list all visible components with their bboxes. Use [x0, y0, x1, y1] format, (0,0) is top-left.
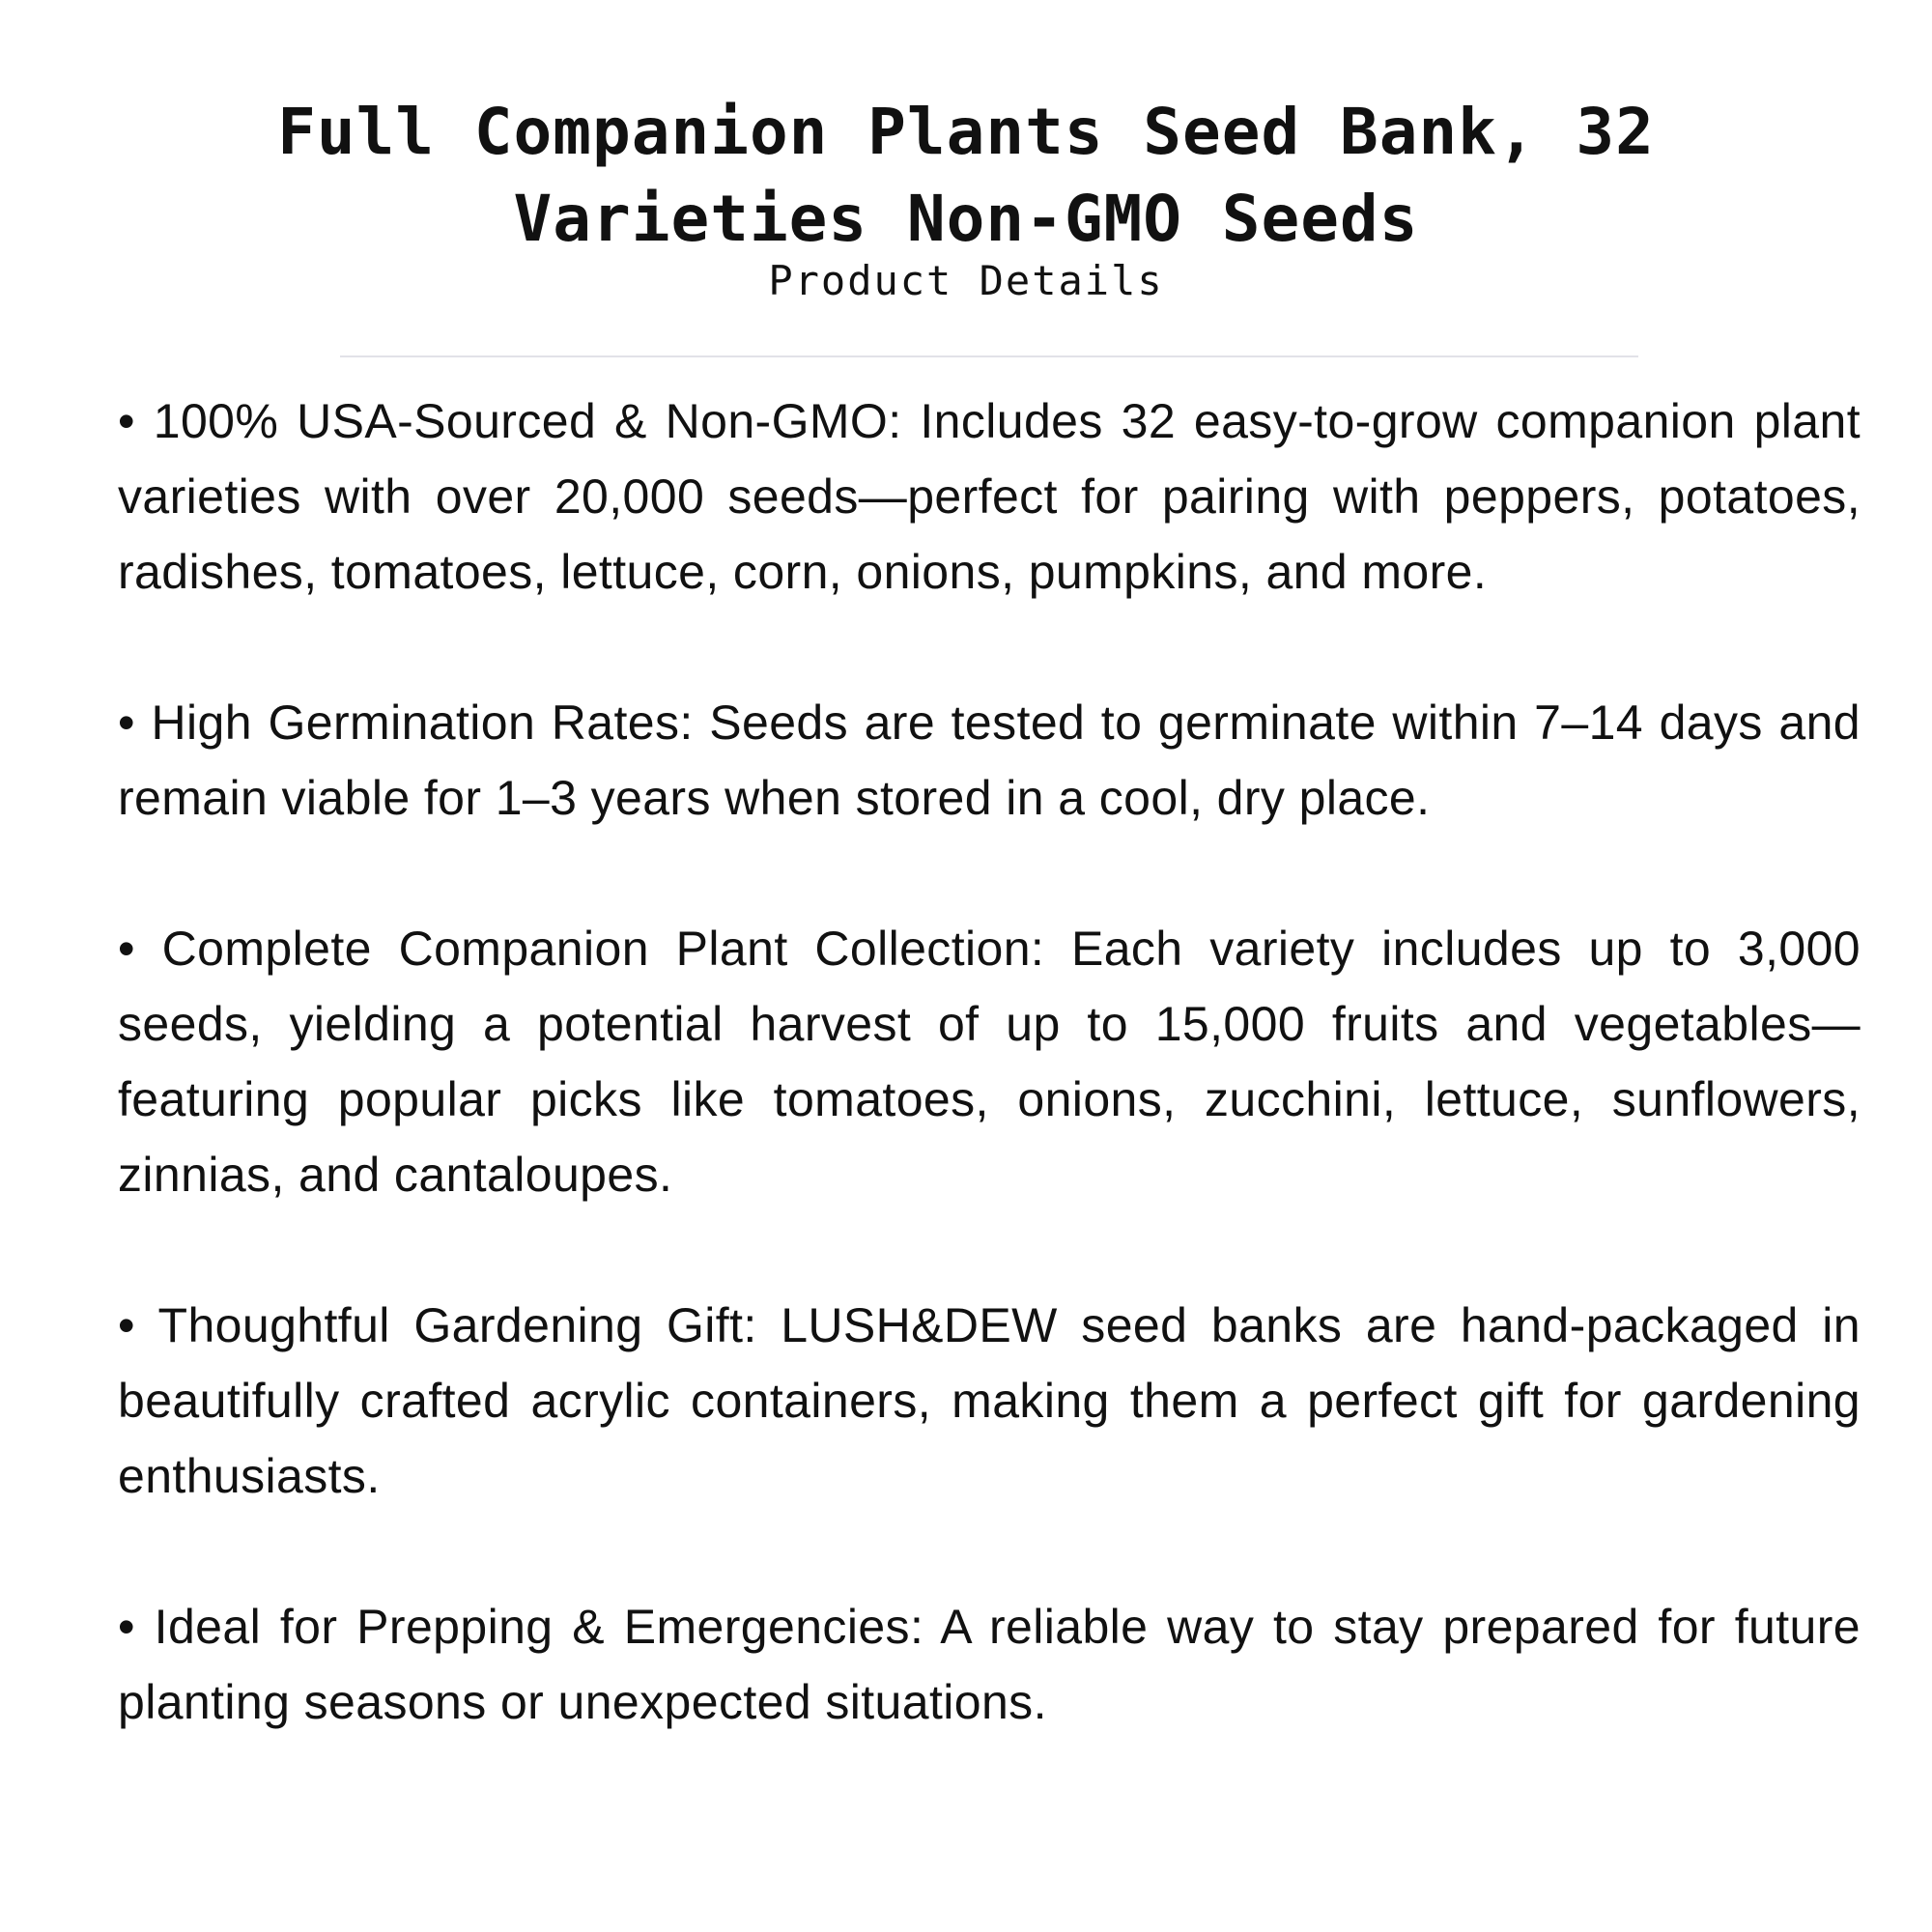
bullet-item: • 100% USA-Sourced & Non-GMO: Includes 32 easy-to-grow companion plant varieties with over 20,000 seeds—perfect for pairing with peppers, potatoes, radishes, tomatoes, lettuce, corn, onions, pumpkins, and more. — [118, 394, 1861, 599]
bullet-item: • Complete Companion Plant Collection: Each variety includes up to 3,000 seeds, yielding a potential harvest of up to 15,000 fruits and vegetables—featuring popular picks like tomatoes, onions, zucchini, lettuce, sunflowers, zinnias, and cantaloupes. — [118, 922, 1861, 1202]
bullet-item: • Thoughtful Gardening Gift: LUSH&DEW seed banks are hand-packaged in beautifully crafted acrylic containers, making them a perfect gift for gardening enthusiasts. — [118, 1298, 1861, 1503]
product-header — [0, 89, 1932, 303]
divider — [340, 355, 1638, 357]
page-subtitle: Product Details — [768, 257, 1164, 304]
product-details-list — [118, 384, 1861, 1815]
bullet-item: • Ideal for Prepping & Emergencies: A reliable way to stay prepared for future planting seasons or unexpected situations. — [118, 1600, 1861, 1729]
page-title: Full Companion Plants Seed Bank, 32 Varieties Non-GMO Seeds — [277, 95, 1655, 256]
bullet-item: • High Germination Rates: Seeds are tested to germinate within 7–14 days and remain viable for 1–3 years when stored in a cool, dry place. — [118, 696, 1861, 825]
